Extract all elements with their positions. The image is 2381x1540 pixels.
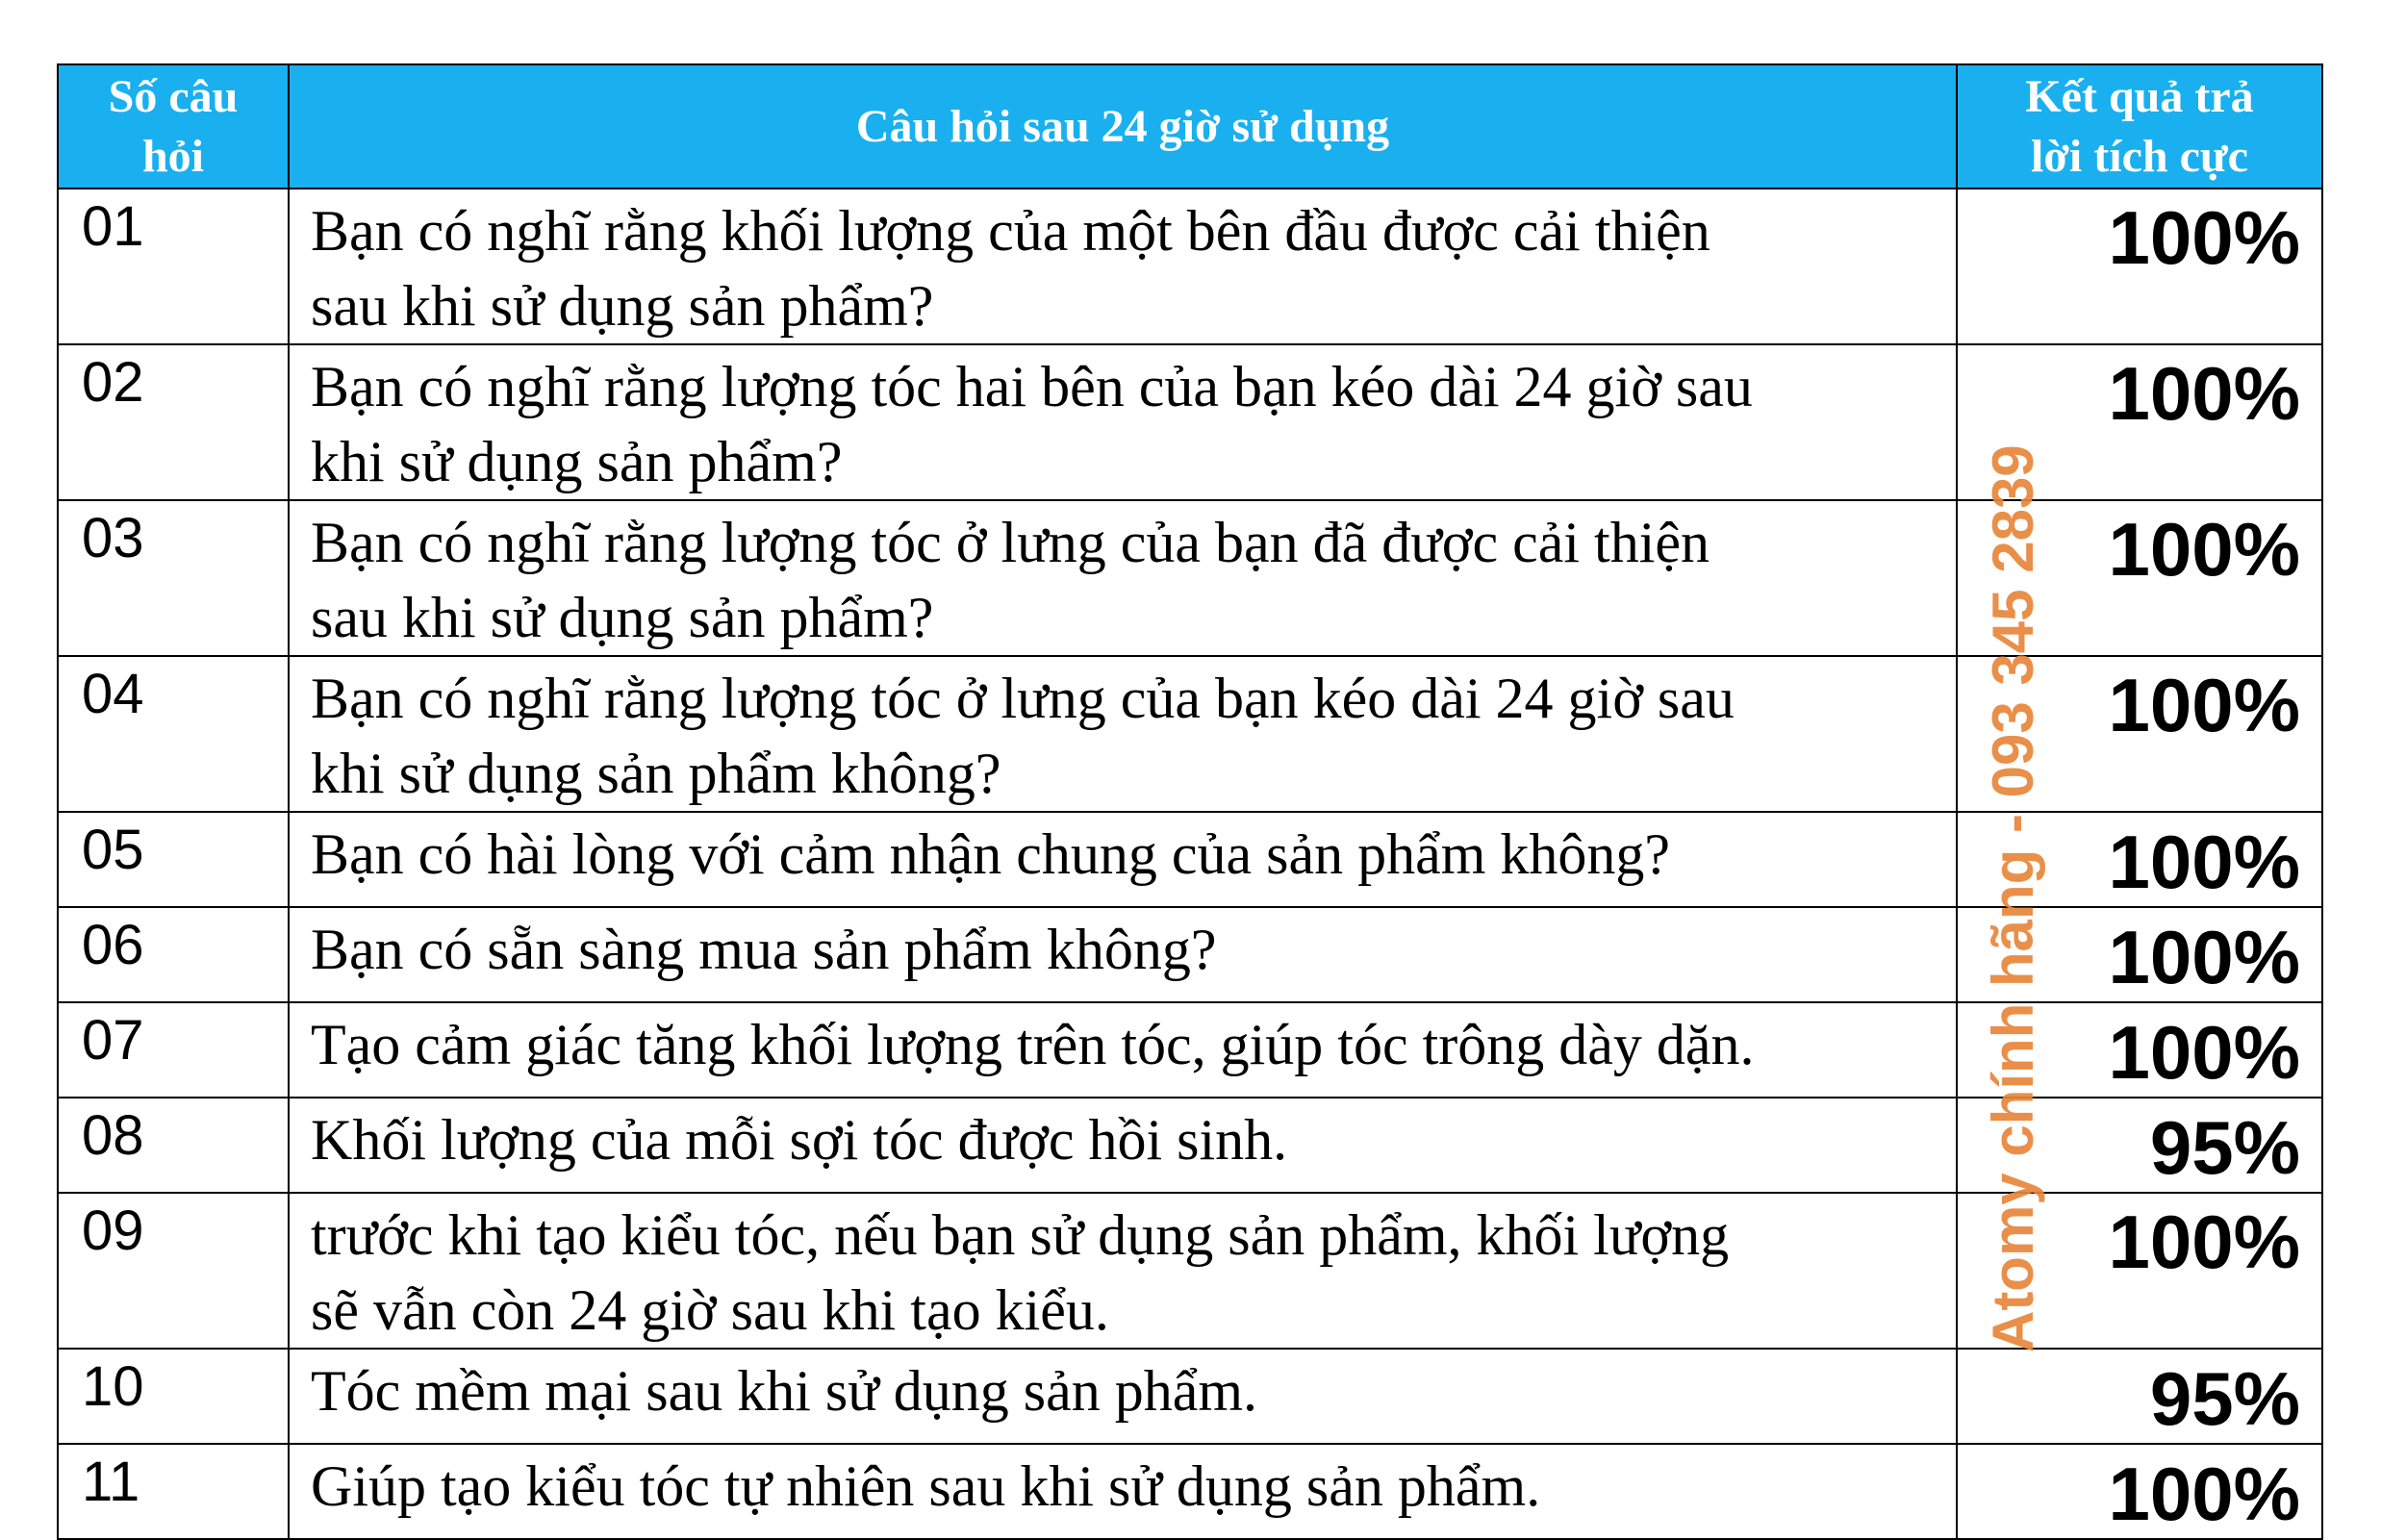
question-line-1: Bạn có nghĩ rằng lượng tóc hai bên của bạn kéo dài 24 giờ sau: [311, 355, 1753, 418]
question-number: 03: [58, 500, 289, 656]
table-row: [58, 1444, 2322, 1539]
question-text: [289, 344, 1957, 500]
question-number: 05: [58, 812, 289, 907]
result-percent: 100%: [2108, 1010, 2300, 1095]
question-line-1: Bạn có sẵn sàng mua sản phẩm không?: [311, 918, 1217, 981]
result-percent: 100%: [2108, 915, 2300, 999]
question-line-2: khi sử dụng sản phẩm không?: [311, 742, 1001, 805]
table-header-row: [58, 64, 2322, 189]
question-number: 01: [58, 189, 289, 344]
table-row: [58, 189, 2322, 344]
question-number: 08: [58, 1098, 289, 1193]
result-percent: 100%: [2108, 1199, 2300, 1284]
result-percent: 95%: [2149, 1356, 2300, 1441]
result-percent: 100%: [2108, 820, 2300, 904]
question-number: 06: [58, 907, 289, 1002]
question-number: 04: [58, 656, 289, 812]
result-percent: 100%: [2108, 195, 2300, 280]
question-line-1: trước khi tạo kiểu tóc, nếu bạn sử dụng sản phẩm, khối lượng: [311, 1203, 1730, 1267]
question-line-2: sau khi sử dụng sản phẩm?: [311, 274, 934, 338]
question-line-1: Bạn có nghĩ rằng khối lượng của một bên đầu được cải thiện: [311, 199, 1710, 263]
result-percent: 95%: [2149, 1105, 2300, 1190]
question-line-1: Bạn có nghĩ rằng lượng tóc ở lưng của bạn kéo dài 24 giờ sau: [311, 667, 1735, 730]
header-positive-result: Kết quả trả lời tích cực: [1957, 64, 2322, 189]
question-text: [289, 1193, 1957, 1349]
header-question: Câu hỏi sau 24 giờ sử dụng: [289, 64, 1957, 189]
header-question-number: Số câu hỏi: [58, 64, 289, 189]
question-number: 02: [58, 344, 289, 500]
result-percent: 100%: [2108, 351, 2300, 436]
question-line-2: sau khi sử dụng sản phẩm?: [311, 586, 934, 649]
question-line-1: Tạo cảm giác tăng khối lượng trên tóc, giúp tóc trông dày dặn.: [311, 1013, 1755, 1076]
question-text: [289, 1002, 1957, 1098]
question-line-1: Tóc mềm mại sau khi sử dụng sản phẩm.: [311, 1359, 1258, 1423]
question-text: [289, 1349, 1957, 1444]
question-text: [289, 1444, 1957, 1539]
question-line-2: sẽ vẫn còn 24 giờ sau khi tạo kiểu.: [311, 1278, 1109, 1342]
question-text: [289, 1098, 1957, 1193]
result-percent: 100%: [2108, 507, 2300, 592]
question-text: [289, 812, 1957, 907]
question-line-1: Bạn có nghĩ rằng lượng tóc ở lưng của bạn đã được cải thiện: [311, 511, 1710, 574]
question-line-1: Khối lượng của mỗi sợi tóc được hồi sinh.: [311, 1108, 1288, 1172]
question-line-2: khi sử dụng sản phẩm?: [311, 430, 843, 493]
result-percent: 100%: [2108, 1452, 2300, 1536]
question-line-1: Bạn có hài lòng với cảm nhận chung của sản phẩm không?: [311, 822, 1671, 886]
result-value: [1957, 1444, 2322, 1539]
result-value: [1957, 1349, 2322, 1444]
question-text: [289, 189, 1957, 344]
question-number: 11: [58, 1444, 289, 1539]
question-number: 07: [58, 1002, 289, 1098]
result-value: [1957, 189, 2322, 344]
table-row: [58, 1349, 2322, 1444]
question-text: [289, 500, 1957, 656]
question-text: [289, 907, 1957, 1002]
question-number: 09: [58, 1193, 289, 1349]
result-percent: 100%: [2108, 663, 2300, 747]
question-line-1: Giúp tạo kiểu tóc tự nhiên sau khi sử dụng sản phẩm.: [311, 1454, 1541, 1518]
watermark-text: Atomy chính hãng - 093 345 2839: [1981, 444, 2045, 1352]
question-text: [289, 656, 1957, 812]
question-number: 10: [58, 1349, 289, 1444]
